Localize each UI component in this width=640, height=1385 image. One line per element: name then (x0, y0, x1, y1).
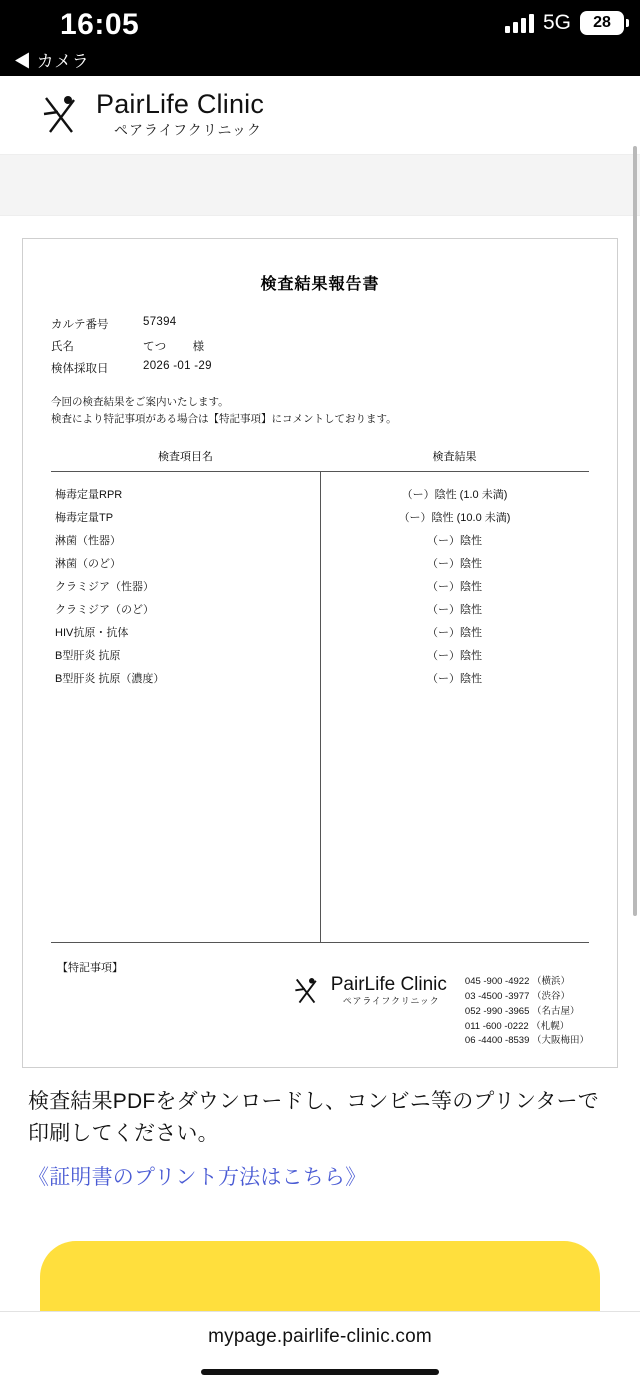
test-item-name: HIV抗原・抗体 (55, 627, 129, 640)
page-scrollbar[interactable] (633, 146, 637, 916)
test-item-name: 淋菌（のど） (55, 558, 121, 571)
clinic-phone: 045 -900 -4922 （横浜） (464, 976, 570, 988)
test-item-result: （ー）陰性 (427, 673, 482, 686)
results-table (51, 448, 589, 943)
results-table-header (51, 448, 589, 472)
report-notes (51, 394, 589, 428)
address-bar[interactable]: mypage.pairlife-clinic.com (208, 1326, 432, 1347)
footer-clinic-name-en: PairLife Clinic (330, 974, 447, 996)
signal-bars-icon (505, 13, 534, 33)
site-header (0, 76, 640, 154)
test-item-result: （ー）陰性 (427, 627, 482, 640)
clinic-name-en: PairLife Clinic (96, 88, 265, 119)
home-indicator[interactable] (201, 1369, 439, 1375)
clinic-name-jp: ペアライフクリニック (114, 122, 262, 139)
back-to-camera-link[interactable]: ◀ カメラ (14, 52, 90, 71)
report-footer (51, 975, 589, 1049)
meta-row (51, 338, 589, 354)
test-item-result: （ー）陰性 (427, 581, 482, 594)
footer-clinic-name-jp: ペアライフクリニック (342, 996, 440, 1007)
meta-label: 検体採取日 (51, 363, 109, 375)
table-vertical-divider (320, 472, 321, 942)
download-instruction-text: 検査結果PDFをダウンロードし、コンビニ等のプリンターで印刷してください。 (28, 1090, 599, 1145)
clinic-phone: 03 -4500 -3977 （渋谷） (464, 991, 570, 1003)
meta-row (51, 360, 589, 376)
column-header-item-name: 検査項目名 (158, 450, 213, 463)
footer-clinic-logo (294, 975, 447, 1007)
clinic-logo-icon (42, 92, 86, 138)
meta-label: 氏名 (51, 341, 74, 353)
status-time: 16:05 (60, 8, 140, 41)
network-type-label: 5G (542, 11, 571, 34)
meta-value: 57394 (143, 316, 177, 328)
meta-value: 2026 -01 -29 (143, 360, 212, 372)
print-method-link[interactable]: 《証明書のプリント方法はこちら》 (28, 1166, 367, 1189)
test-item-name: B型肝炎 抗原（濃度） (55, 673, 165, 686)
meta-row (51, 316, 589, 332)
test-item-result: （ー）陰性 (427, 650, 482, 663)
results-table-body (51, 472, 589, 942)
report-container (0, 216, 640, 1068)
test-item-result: （ー）陰性 (1.0 未満) (401, 489, 508, 502)
test-item-name: クラミジア（のど） (55, 604, 154, 617)
remarks-label: 【特記事項】 (57, 961, 123, 974)
test-item-name: 梅毒定量TP (55, 512, 114, 525)
clinic-phone: 011 -600 -0222 （札幌） (464, 1020, 570, 1032)
battery-icon: 28 (580, 11, 624, 35)
meta-suffix: 様 (192, 341, 205, 353)
web-page (0, 76, 640, 1385)
test-item-result: （ー）陰性 (10.0 未満) (398, 512, 511, 525)
test-item-name: クラミジア（性器） (55, 581, 154, 594)
clinic-logo[interactable] (42, 90, 264, 140)
clinic-phone: 06 -4400 -8539 （大阪梅田） (464, 1035, 589, 1047)
clinic-logo-icon (294, 975, 324, 1007)
test-result-report (22, 238, 618, 1068)
meta-value: てつ (143, 341, 167, 353)
header-divider-band (0, 154, 640, 216)
browser-bottom-bar (0, 1311, 640, 1385)
meta-label: カルテ番号 (51, 319, 109, 331)
status-bar (0, 0, 640, 76)
test-item-name: 梅毒定量RPR (55, 489, 123, 502)
report-note-line: 検査により特記事項がある場合は【特記事項】にコメントしております。 (51, 412, 397, 425)
download-pdf-button[interactable] (40, 1241, 600, 1311)
clinic-phone: 052 -990 -3965 （名古屋） (464, 1005, 580, 1017)
column-header-result: 検査結果 (432, 450, 477, 463)
test-item-name: 淋菌（性器） (55, 535, 121, 548)
test-item-result: （ー）陰性 (427, 604, 482, 617)
status-indicators (505, 11, 624, 35)
clinic-phone-list (465, 975, 589, 1049)
report-title: 検査結果報告書 (260, 276, 380, 293)
table-bottom-rule (51, 942, 589, 943)
test-item-result: （ー）陰性 (427, 558, 482, 571)
test-item-result: （ー）陰性 (427, 535, 482, 548)
test-item-name: B型肝炎 抗原 (55, 650, 121, 663)
report-note-line: 今回の検査結果をご案内いたします。 (51, 396, 229, 408)
